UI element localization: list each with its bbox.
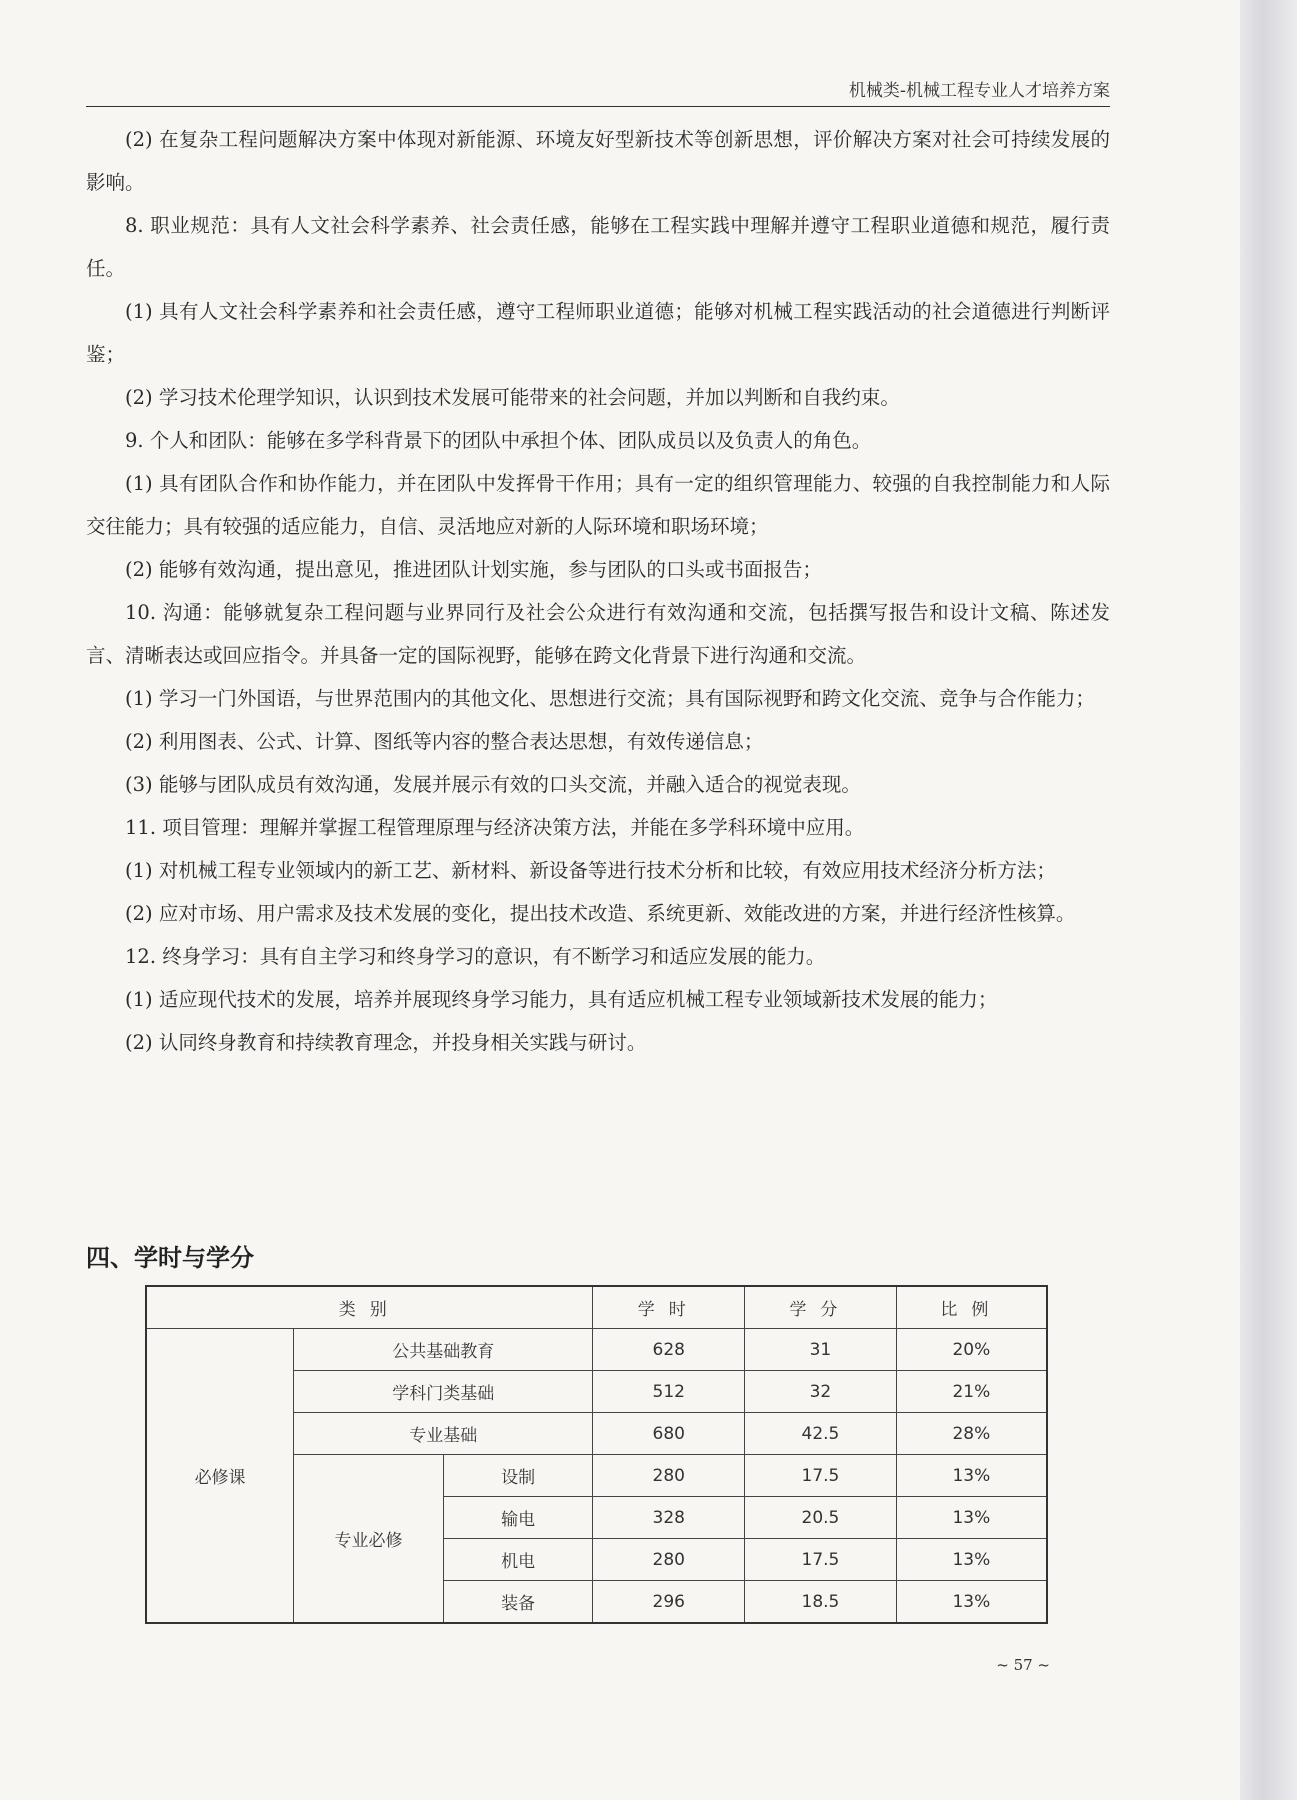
- page-header: 机械类-机械工程专业人才培养方案: [86, 76, 1110, 107]
- paragraph: (2) 利用图表、公式、计算、图纸等内容的整合表达思想，有效传递信息；: [125, 730, 764, 753]
- row-ratio: 20%: [896, 1329, 1047, 1371]
- credit-hours-table: [145, 1285, 1048, 1624]
- book-spine-edge: [1240, 0, 1297, 1800]
- header-credits: 学分: [745, 1286, 897, 1329]
- row-hours: 680: [593, 1413, 745, 1455]
- row-hours: 280: [593, 1539, 745, 1581]
- paragraph: (1) 适应现代技术的发展，培养并展现终身学习能力，具有适应机械工程专业领域新技术发展的能力；: [125, 988, 998, 1011]
- paragraph: 10. 沟通：能够就复杂工程问题与业界同行及社会公众进行有效沟通和交流，包括撰写报告和设计文稿、陈述发言、清晰表达或回应指令。并具备一定的国际视野，能够在跨文化背景下进行沟通和交流。: [86, 601, 1110, 667]
- row-name: 学科门类基础: [294, 1371, 593, 1413]
- row-credits: 17.5: [745, 1539, 897, 1581]
- row-credits: 18.5: [745, 1581, 897, 1624]
- paragraph: (2) 应对市场、用户需求及技术发展的变化，提出技术改造、系统更新、效能改进的方案，并进行经济性核算。: [125, 902, 1076, 925]
- paragraph: (2) 学习技术伦理学知识，认识到技术发展可能带来的社会问题，并加以判断和自我约束。: [125, 386, 900, 409]
- section-title: 四、学时与学分: [86, 1244, 254, 1272]
- row-hours: 328: [593, 1497, 745, 1539]
- row-ratio: 28%: [896, 1413, 1047, 1455]
- paragraph: (1) 学习一门外国语，与世界范围内的其他文化、思想进行交流；具有国际视野和跨文化交流、竞争与合作能力；: [125, 687, 1095, 710]
- row-credits: 31: [745, 1329, 897, 1371]
- table-header-row: [146, 1286, 1047, 1329]
- paragraph: (1) 对机械工程专业领域内的新工艺、新材料、新设备等进行技术分析和比较，有效应用技术经济分析方法；: [125, 859, 1056, 882]
- paragraph: 11. 项目管理：理解并掌握工程管理原理与经济决策方法，并能在多学科环境中应用。: [125, 816, 865, 839]
- row-ratio: 13%: [896, 1455, 1047, 1497]
- row-name: 专业基础: [294, 1413, 593, 1455]
- paragraph: 9. 个人和团队：能够在多学科背景下的团队中承担个体、团队成员以及负责人的角色。: [125, 429, 872, 452]
- page-number: ~ 57 ~: [996, 1656, 1050, 1674]
- paragraph: (2) 能够有效沟通，提出意见，推进团队计划实施，参与团队的口头或书面报告；: [125, 558, 822, 581]
- row-name: 公共基础教育: [294, 1329, 593, 1371]
- paragraph: (1) 具有人文社会科学素养和社会责任感，遵守工程师职业道德；能够对机械工程实践活动的社会道德进行判断评鉴；: [86, 300, 1110, 366]
- row-name: 设制: [443, 1455, 593, 1497]
- row-hours: 628: [593, 1329, 745, 1371]
- row-ratio: 13%: [896, 1539, 1047, 1581]
- row-name: 机电: [443, 1539, 593, 1581]
- row-hours: 280: [593, 1455, 745, 1497]
- row-credits: 42.5: [745, 1413, 897, 1455]
- header-ratio: 比例: [896, 1286, 1047, 1329]
- paragraph: (3) 能够与团队成员有效沟通，发展并展示有效的口头交流，并融入适合的视觉表现。: [125, 773, 861, 796]
- row-credits: 20.5: [745, 1497, 897, 1539]
- header-hours: 学时: [593, 1286, 745, 1329]
- row-ratio: 13%: [896, 1581, 1047, 1624]
- paragraph: (2) 认同终身教育和持续教育理念，并投身相关实践与研讨。: [125, 1031, 647, 1054]
- paragraph: (2) 在复杂工程问题解决方案中体现对新能源、环境友好型新技术等创新思想，评价解决方案对社会可持续发展的影响。: [86, 128, 1110, 194]
- row-hours: 296: [593, 1581, 745, 1624]
- body-text: [86, 118, 1110, 1064]
- subgroup-label: 专业必修: [294, 1455, 444, 1624]
- paragraph: 12. 终身学习：具有自主学习和终身学习的意识，有不断学习和适应发展的能力。: [125, 945, 826, 968]
- table-row: [146, 1329, 1047, 1371]
- row-hours: 512: [593, 1371, 745, 1413]
- row-ratio: 13%: [896, 1497, 1047, 1539]
- row-ratio: 21%: [896, 1371, 1047, 1413]
- paragraph: (1) 具有团队合作和协作能力，并在团队中发挥骨干作用；具有一定的组织管理能力、较强的自我控制能力和人际交往能力；具有较强的适应能力，自信、灵活地应对新的人际环境和职场环境；: [86, 472, 1110, 538]
- row-credits: 17.5: [745, 1455, 897, 1497]
- group-label: 必修课: [146, 1329, 294, 1624]
- row-name: 装备: [443, 1581, 593, 1624]
- paragraph: 8. 职业规范：具有人文社会科学素养、社会责任感，能够在工程实践中理解并遵守工程职业道德和规范，履行责任。: [86, 214, 1110, 280]
- row-name: 输电: [443, 1497, 593, 1539]
- row-credits: 32: [745, 1371, 897, 1413]
- header-category: 类别: [146, 1286, 593, 1329]
